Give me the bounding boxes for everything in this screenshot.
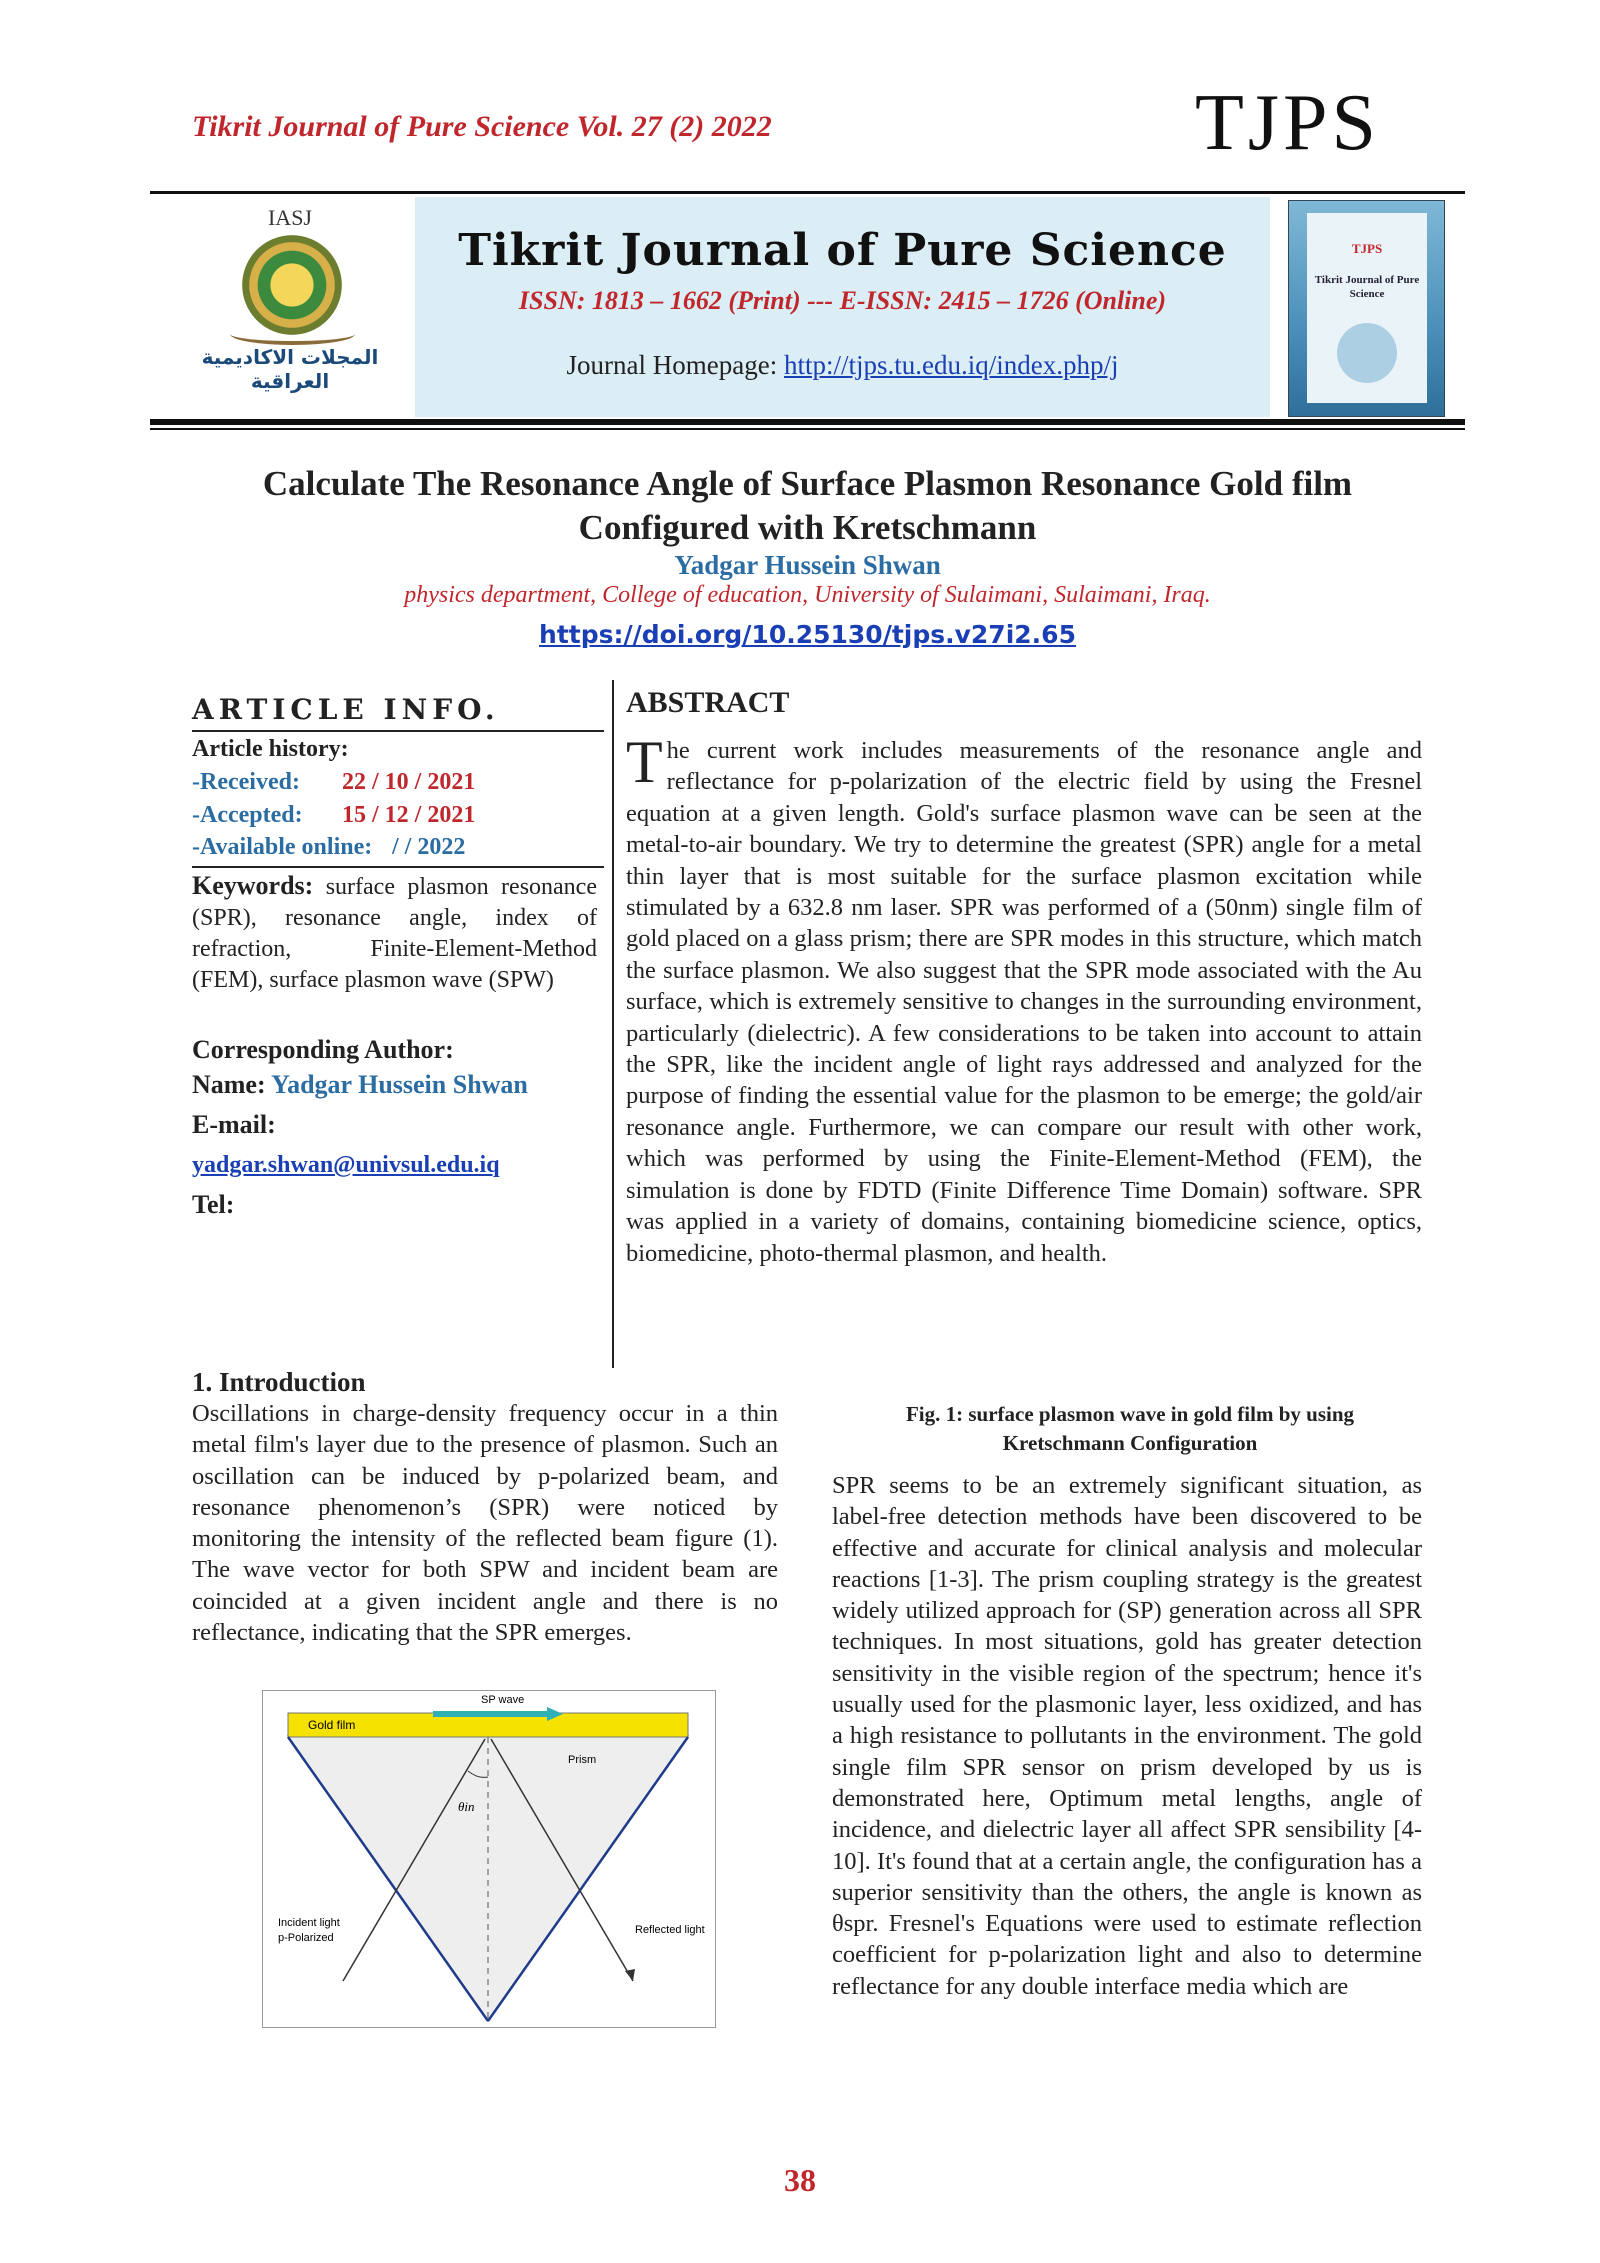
open-book-icon <box>230 323 355 345</box>
paper-title <box>150 462 1465 550</box>
right-column-text: SPR seems to be an extremely significant situation, as label-free detection methods have been discovered to be effective and accurate for clinical analysis and molecular reactions [1-3]. The prism coupling strategy is the greatest widely utilized approach for (SP) generation across all SPR techniques. In most situations, gold has greater detection sensitivity in the visible region of the spectrum; hence it's usually used for the plasmonic layer, less oxidized, and has a high resistance to pollutants in the environment. The gold single film SPR sensor on prism developed by us is demonstrated here, Optimum metal lengths, angle of incidence, and dielectric layer all affect SPR sensibility [4-10]. It's found that at a certain angle, the configuration has a superior sensitivity than the others, the angle is known as θspr. Fresnel's Equations were used to estimate reflection coefficient for p-polarization light and also to determine reflectance for any double interface media which are <box>832 1472 1422 2000</box>
incident-light-label: Incident light <box>278 1917 340 1929</box>
accepted-row <box>192 800 475 830</box>
email <box>192 1152 500 1179</box>
name-label: Name: <box>192 1070 272 1099</box>
tel-label: Tel: <box>192 1190 235 1219</box>
introduction-heading: 1. Introduction <box>192 1367 366 1397</box>
article-info-heading: ARTICLE INFO. <box>192 693 500 726</box>
cover-emblem-icon <box>1337 323 1397 383</box>
author-affiliation: physics department, College of education, University of Sulaimani, Sulaimani, Iraq. <box>404 582 1211 608</box>
received-date: 22 / 10 / 2021 <box>342 769 476 795</box>
name-value: Yadgar Hussein Shwan <box>271 1070 528 1099</box>
homepage-label: Journal Homepage: <box>566 350 784 380</box>
header-rule <box>150 191 1465 194</box>
column-divider <box>612 680 614 1368</box>
banner-rule-thick <box>150 419 1465 425</box>
figure-kretschmann <box>262 1690 716 2028</box>
figure-caption-line2: Kretschmann Configuration <box>1002 1431 1258 1455</box>
available-date: / / 2022 <box>392 834 466 860</box>
paper-title-line1: Calculate The Resonance Angle of Surface Plasmon Resonance Gold film <box>262 464 1353 503</box>
accepted-label: -Accepted: <box>192 802 303 828</box>
banner-issn: ISSN: 1813 – 1662 (Print) --- E-ISSN: 2415 – 1726 (Online) <box>518 286 1167 315</box>
banner-rule-thin <box>150 428 1465 430</box>
available-label: -Available online: <box>192 834 373 860</box>
accepted-date: 15 / 12 / 2021 <box>342 802 476 828</box>
email-label: E-mail: <box>192 1110 276 1139</box>
p-polarized-label: p-Polarized <box>278 1932 334 1944</box>
keywords-label: Keywords: <box>192 871 314 900</box>
abstract-text: he current work includes measurements of the resonance angle and reflectance for p-polarization of the electric field by using the Fresnel equation at a given length. Gold's surface plasmon wave can be seen at the metal-to-air boundary. We try to determine the greatest (SPR) angle for a metal thin layer that is most suitable for the surface plasmon excitation while stimulated by a 632.8 nm laser. SPR was performed of a (50nm) single film of gold placed on a glass prism; there are SPR modes in this structure, which match the surface plasmon. We also suggest that the SPR mode associated with the Au surface, which is extremely sensitive to changes in the surrounding environment, particularly (dielectric). A few considerations to be taken into account to attain the SPR, like the incident angle of light rays addressed and analyzed for the purpose of finding the essential value for the plasmon to be emerge; the gold/air resonance angle. Furthermore, we can compare our result with other work, which was performed by using the Finite-Element-Method (FEM), the simulation is done by FDTD (Finite Difference Time Domain) software. SPR was applied in a variety of domains, containing biomedicine science, optics, biomedicine, photo-thermal plasmon, and health. <box>626 737 1422 1267</box>
journal-homepage <box>415 350 1270 381</box>
received-label: -Received: <box>192 769 300 795</box>
iasj-logo <box>170 205 410 393</box>
corresponding-name <box>192 1070 528 1100</box>
available-row <box>192 832 465 862</box>
banner-journal-title: Tikrit Journal of Pure Science <box>458 225 1227 276</box>
cover-tjps-label: TJPS <box>1351 241 1383 256</box>
keywords <box>192 870 597 996</box>
prism-shape <box>288 1736 688 2021</box>
gold-film-label: Gold film <box>308 1718 356 1732</box>
journal-running-title: Tikrit Journal of Pure Science Vol. 27 (2) 2022 <box>192 110 772 143</box>
doi <box>150 620 1465 649</box>
journal-cover-thumbnail <box>1288 200 1445 417</box>
paper-title-line2: Configured with Kretschmann <box>578 508 1037 547</box>
corresponding-author-label: Corresponding Author: <box>192 1035 454 1064</box>
author-name: Yadgar Hussein Shwan <box>674 550 941 580</box>
abstract-heading: ABSTRACT <box>626 686 790 719</box>
iasj-label: IASJ <box>267 205 312 230</box>
article-info-rule <box>192 730 604 732</box>
cover-page <box>1307 213 1427 403</box>
iasj-arabic-label: المجلات الاكاديمية العراقية <box>201 345 379 393</box>
tjps-logo-text: TJPS <box>1195 79 1380 167</box>
received-row <box>192 767 475 797</box>
iasj-seal-icon <box>242 235 342 335</box>
abstract-body <box>626 729 1422 1269</box>
reflected-arrowhead-icon <box>625 1969 635 1981</box>
figure-caption <box>830 1400 1430 1458</box>
kretschmann-diagram <box>263 1691 715 2027</box>
doi-link[interactable]: https://doi.org/10.25130/tjps.v27i2.65 <box>539 620 1076 649</box>
figure-caption-line1: Fig. 1: surface plasmon wave in gold film by using <box>905 1402 1355 1426</box>
homepage-link[interactable]: http://tjps.tu.edu.iq/index.php/j <box>783 350 1119 380</box>
reflected-light-label: Reflected light <box>635 1924 705 1936</box>
prism-label: Prism <box>568 1754 597 1766</box>
introduction-text: Oscillations in charge-density frequency occur in a thin metal film's layer due to the presence of plasmon. Such an oscillation can be induced by p-polarized beam, and resonance phenomenon’s (SPR) were noticed by monitoring the intensity of the reflected beam figure (1). The wave vector for both SPW and incident beam are coincided at a given incident angle and there is no reflectance, indicating that the SPR emerges. <box>192 1400 778 1647</box>
page-number: 38 <box>784 2162 816 2198</box>
email-link[interactable]: yadgar.shwan@univsul.edu.iq <box>192 1152 500 1178</box>
abstract-dropcap: T <box>626 729 663 795</box>
article-history-label: Article history: <box>192 736 349 762</box>
angle-label: θin <box>458 1799 475 1814</box>
keywords-text: surface plasmon resonance (SPR), resonance angle, index of refraction, Finite-Element-Method (FEM), surface plasmon wave (SPW) <box>192 874 597 993</box>
cover-title: Tikrit Journal of Pure Science <box>1314 274 1420 300</box>
article-history-rule <box>192 866 604 868</box>
sp-wave-label: SP wave <box>481 1694 525 1706</box>
